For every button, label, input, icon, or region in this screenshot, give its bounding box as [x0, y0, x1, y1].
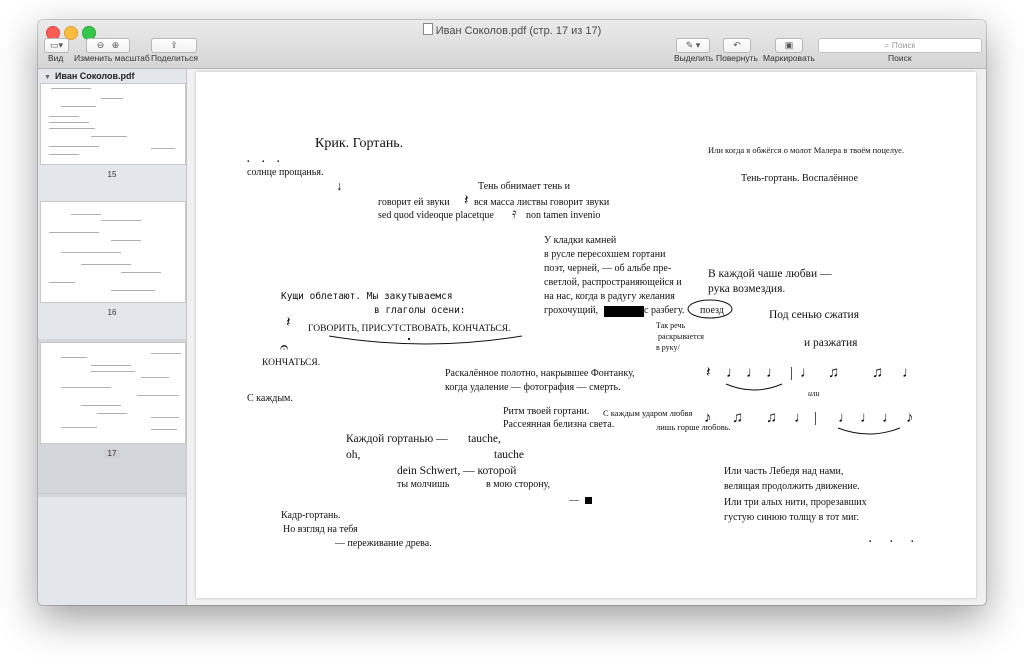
text-each: С каждым. [247, 393, 293, 404]
eighth-note-icon: ♪ [704, 410, 712, 426]
text-shadow-throat: Тень-гортань. Воспалённое [741, 173, 858, 184]
quarter-note-icon: ♩ [902, 365, 917, 381]
sidebar-divider [38, 493, 186, 494]
thumbnail-page-17[interactable] [40, 342, 186, 444]
text-music-or: или [808, 389, 820, 398]
text-canvas-a: Раскалённое полотно, накрывшее Фонтанку, [445, 368, 635, 379]
quarter-note-icon: ♩ [794, 410, 809, 426]
text-tauche-1: tauche, [468, 433, 501, 445]
quarter-note-icon: ♩ [838, 410, 853, 426]
toolbox-icon: ▣ [784, 40, 794, 50]
stones-line: в русле пересохшем гортани [544, 249, 666, 260]
text-threads-b: густую синюю толщу в тот миг. [724, 512, 859, 523]
ellipsis-text: . . . [247, 154, 285, 165]
zoom-out-icon[interactable]: ⊖ [96, 40, 105, 50]
stones-line: поэт, черней, — об альбе пре- [544, 263, 672, 274]
text-sun: солнце прощанья. [247, 167, 324, 178]
text-latin-a: sed quod videoque placetque [378, 210, 494, 221]
eighth-note-icon: ♪ [906, 410, 914, 426]
rotate-label: Повернуть [716, 53, 758, 63]
rest-note-icon: 𝄽 [464, 193, 469, 209]
window-title-text: Иван Соколов.pdf (стр. 17 из 17) [435, 25, 602, 37]
eighth-notes-icon: ♫ [828, 365, 840, 381]
eighth-notes-icon: ♫ [732, 410, 744, 426]
text-train: поезд [700, 305, 724, 316]
text-canopy-a: Под сенью сжатия [769, 309, 859, 321]
sidebar-document-title[interactable] [44, 71, 135, 81]
text-latin-b: non tamen invenio [526, 210, 601, 221]
sidebar-view-icon: ▭▾ [49, 40, 64, 50]
highlight-button[interactable] [676, 38, 710, 53]
stones-line: светлой, распространяющейся и [544, 277, 682, 288]
view-label: Вид [48, 53, 64, 63]
text-verbs: ГОВОРИТЬ, ПРИСУТСТВОВАТЬ, КОНЧАТЬСЯ. [308, 324, 511, 334]
text-speaks-b: вся масса листвы говорит звуки [474, 197, 610, 208]
quarter-note-icon: ♩ [860, 410, 875, 426]
markup-label: Маркировать [763, 53, 815, 63]
text-swan-b: велящая продолжить движение. [724, 481, 860, 492]
sixteenth-rest-icon: 𝄿 [512, 206, 517, 222]
text-love-b: рука возмездия. [708, 283, 786, 295]
thumbnail-page-number: 15 [107, 170, 117, 179]
rest-note-icon: 𝄽 [706, 365, 711, 381]
slur-curve-shape [326, 330, 526, 350]
zoom-label: Изменить масштаб [74, 53, 150, 63]
text-frame-c: — переживание древа. [335, 538, 432, 549]
fermata-icon: 𝄐 [280, 340, 289, 356]
barline-icon: | [790, 365, 794, 381]
text-love-a: В каждой чаше любви — [708, 268, 832, 280]
text-silent: ты молчишь [397, 479, 450, 490]
text-threads-a: Или три алых нити, прорезавших [724, 497, 867, 508]
preview-window [38, 20, 986, 605]
text-bushes-b: в глаголы осени: [374, 305, 466, 316]
search-placeholder: Поиск [891, 40, 916, 50]
ellipsis-text-end: . . . [869, 534, 922, 545]
slur-curve-shape [724, 382, 784, 394]
poem-title: Крик. Гортань. [315, 136, 404, 151]
search-icon: ⌕ [884, 40, 890, 50]
thumbnail-sidebar [38, 69, 187, 605]
highlight-label: Выделить [674, 53, 714, 63]
slur-curve-shape [836, 426, 902, 438]
stones-line: У кладки камней [544, 235, 617, 246]
quarter-note-icon: ♩ [766, 365, 781, 381]
pdf-document-icon [423, 23, 433, 35]
thumbnail-page-number-text: 17 [104, 449, 121, 458]
speech-line: Так речь [656, 321, 686, 330]
text-frame-b: Но взгляд на тебя [283, 524, 358, 535]
stones-line: грохочущий, [544, 305, 599, 316]
quarter-note-icon: ♩ [882, 410, 897, 426]
text-kiss: Или когда я обжёгся о молот Малера в твоём поцелуе. [708, 145, 905, 155]
quarter-note-icon: ♩ [726, 365, 741, 381]
thumbnail-page-number: 16 [107, 308, 117, 317]
text-rhythm-a: Ритм твоей гортани. [503, 406, 590, 417]
text-oh: oh, [346, 449, 361, 461]
text-side: в мою сторону, [486, 479, 551, 490]
speech-line: раскрывается [658, 332, 704, 341]
markup-button[interactable] [775, 38, 803, 53]
text-rhythm-note2: лишь горше любовь. [656, 422, 731, 432]
quarter-note-icon: ♩ [746, 365, 761, 381]
text-rhythm-note: С каждым ударом любвя [603, 408, 693, 418]
document-view[interactable] [187, 69, 986, 605]
rotate-icon: ↶ [733, 40, 741, 50]
thumbnail-page-15[interactable] [40, 83, 186, 165]
text-bushes-a: Кущи облетают. Мы закутываемся [281, 291, 453, 302]
eighth-notes-icon: ♫ [766, 410, 778, 426]
thumbnail-page-16[interactable] [40, 201, 186, 303]
down-arrow-glyph: ↓ [336, 178, 343, 193]
text-dash-end: — [569, 495, 579, 506]
text-swan-a: Или часть Лебедя над нами, [724, 466, 844, 477]
speech-line: в руку/ [656, 343, 680, 352]
sidebar-title-text: Иван Соколов.pdf [54, 71, 135, 81]
stones-line: на нас, когда в радугу желания [544, 291, 675, 302]
text-canopy-b: и разжатия [804, 337, 858, 349]
zoom-in-icon[interactable]: ⊕ [111, 40, 120, 50]
share-icon: ⇪ [170, 40, 178, 50]
search-label: Поиск [888, 53, 912, 63]
thumbnail-page-number-selected [38, 449, 186, 458]
window-title [38, 23, 986, 37]
disclosure-triangle-icon[interactable]: ▼ [44, 74, 51, 81]
rotate-button[interactable] [723, 38, 751, 53]
search-input[interactable] [818, 38, 982, 53]
toolbar [38, 20, 986, 69]
text-shadow: Тень обнимает тень и [478, 181, 570, 192]
share-button[interactable] [151, 38, 197, 53]
text-stones-tail: с разбегу. [644, 305, 685, 316]
eighth-notes-icon: ♫ [872, 365, 884, 381]
highlighter-icon: ✎ ▾ [685, 40, 701, 50]
pdf-page [196, 72, 976, 598]
text-larynx: Каждой гортанью — [346, 433, 448, 445]
quarter-rest-icon: 𝄽 [286, 315, 291, 331]
text-schwert: dein Schwert, — которой [397, 465, 517, 477]
text-ending: КОНЧАТЬСЯ. [262, 358, 321, 368]
quarter-note-icon: ♩ [800, 365, 815, 381]
text-rhythm-b: Рассеянная белизна света. [503, 419, 615, 430]
share-label: Поделиться [151, 53, 198, 63]
redaction-block [604, 306, 644, 317]
barline-icon: | [814, 410, 818, 426]
black-square-mark [585, 497, 592, 504]
text-frame-a: Кадр-гортань. [281, 510, 341, 521]
text-tauche-2: tauche [494, 449, 525, 461]
view-button[interactable] [44, 38, 69, 53]
text-speaks-a: говорит ей звуки [378, 197, 450, 208]
zoom-buttons[interactable] [86, 38, 130, 53]
text-canvas-b: когда удаление — фотография — смерть. [445, 382, 621, 393]
